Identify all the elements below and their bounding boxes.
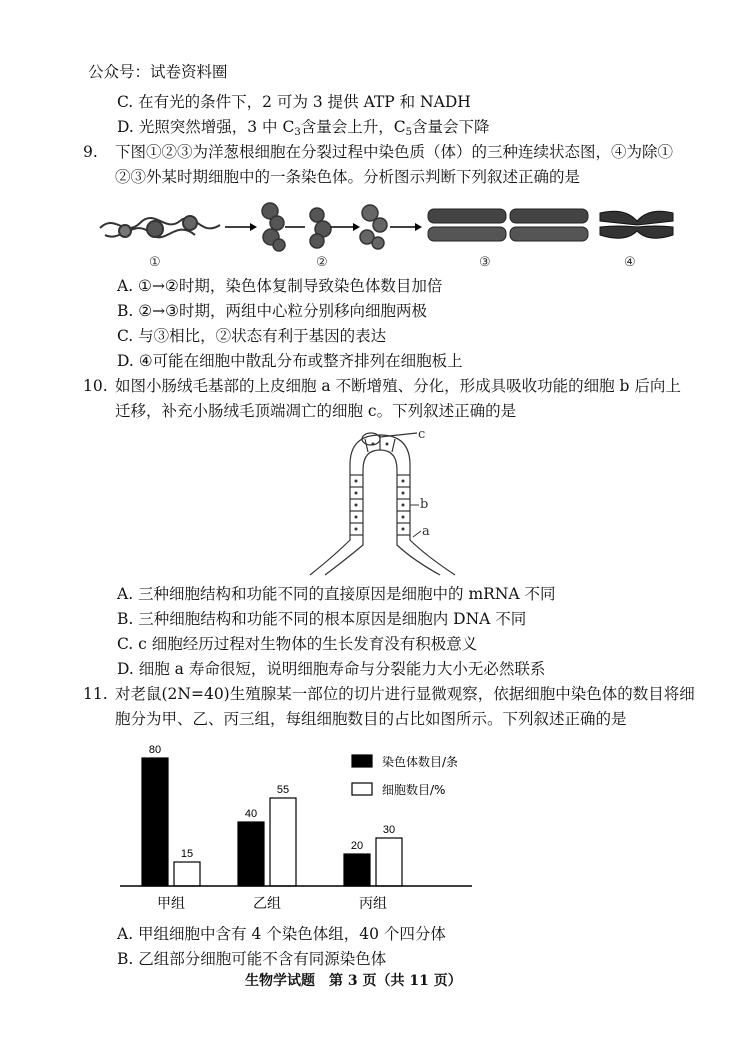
legend-swatch (352, 783, 372, 795)
category-label: 丙组 (359, 896, 387, 912)
label-cell-a: a (422, 524, 430, 539)
stage-2-chromatin (262, 203, 331, 251)
legend-swatch (352, 755, 372, 767)
q8-option-d: D. 光照突然增强，3 中 $C_3$含量会上升，$C_5$含量会下降 (117, 118, 490, 138)
q10-stem-line1: 如图小肠绒毛基部的上皮细胞 a 不断增殖、分化，形成具吸收功能的细胞 b 后向上 (115, 377, 681, 395)
q11-option-a: A. 甲组细胞中含有 4 个染色体组，40 个四分体 (117, 925, 446, 943)
page-footer: 生物学试题 第 3 页（共 11 页） (245, 973, 462, 989)
bar-value-label: 20 (350, 840, 364, 852)
q9-stem-line2: ②③外某时期细胞中的一条染色体。分析图示判断下列叙述正确的是 (115, 168, 581, 186)
q8-option-c: C. 在有光的条件下，2 可为 3 提供 ATP 和 NADH (117, 93, 471, 111)
stage-1-chromatin (100, 216, 220, 237)
q9-stem-line1: 下图①②③为洋葱根细胞在分裂过程中染色质（体）的三种连续状态图，④为除① (115, 143, 674, 161)
q10-option-d: D. 细胞 a 寿命很短，说明细胞寿命与分裂能力大小无必然联系 (117, 660, 546, 678)
q11-stem-line2: 胞分为甲、乙、丙三组，每组细胞数目的占比如图所示。下列叙述正确的是 (115, 710, 627, 728)
stage-label-2: ② (316, 255, 328, 270)
bar-cell-0 (174, 862, 200, 886)
label-cell-b: b (420, 497, 429, 512)
q10-stem-line2: 迁移，补充小肠绒毛顶端凋亡的细胞 c。下列叙述正确的是 (115, 402, 517, 420)
bar-cell-2 (376, 838, 402, 886)
chart-bars (142, 758, 402, 886)
bar-value-label: 55 (276, 784, 290, 796)
category-label: 乙组 (253, 896, 281, 912)
q9-option-d: D. ④可能在细胞中散乱分布或整齐排列在细胞板上 (117, 352, 463, 370)
category-label: 甲组 (157, 896, 185, 912)
q10-number: 10. (83, 377, 108, 395)
q9-option-c: C. 与③相比，②状态有利于基因的表达 (117, 327, 387, 345)
bar-chromosome-0 (142, 758, 168, 886)
stage-3-chromosome (428, 209, 588, 241)
bar-chromosome-1 (238, 822, 264, 886)
bar-value-label: 40 (244, 808, 258, 820)
q10-option-a: A. 三种细胞结构和功能不同的直接原因是细胞中的 mRNA 不同 (117, 585, 556, 603)
legend-label: 细胞数目/% (382, 783, 446, 797)
q10-option-b: B. 三种细胞结构和功能不同的根本原因是细胞内 DNA 不同 (117, 610, 527, 628)
stage-4-chromosome (600, 211, 673, 238)
stage-label-3: ③ (479, 255, 491, 270)
q9-number: 9. (83, 143, 98, 161)
stage-label-4: ④ (624, 255, 636, 270)
stage-label-1: ① (149, 255, 161, 270)
q9-option-b: B. ②→③时期，两组中心粒分别移向细胞两极 (117, 302, 428, 320)
bar-value-label: 30 (382, 824, 396, 836)
q9-option-a: A. ①→②时期，染色体复制导致染色体数目加倍 (117, 277, 443, 295)
q11-option-b: B. 乙组部分细胞可能不含有同源染色体 (117, 950, 387, 968)
watermark-text: 公众号：试卷资料圈 (88, 63, 228, 81)
bar-value-label: 15 (180, 848, 194, 860)
bar-value-label: 80 (148, 744, 162, 756)
q10-option-c: C. c 细胞经历过程对生物体的生长发育没有积极意义 (117, 635, 478, 653)
bar-chromosome-2 (344, 854, 370, 886)
villus-figure (305, 425, 465, 580)
legend-label: 染色体数目/条 (382, 755, 459, 769)
label-cell-c: c (418, 427, 426, 442)
chromatin-stages-figure (95, 193, 675, 273)
stage-2b-chromatin (360, 205, 387, 249)
q11-stem-line1: 对老鼠(2N=40)生殖腺某一部位的切片进行显微观察，依据细胞中染色体的数目将细 (115, 685, 695, 703)
chart-legend (352, 754, 458, 797)
bar-cell-1 (270, 798, 296, 886)
q11-number: 11. (83, 685, 108, 703)
cell-group-bar-chart (120, 735, 490, 920)
